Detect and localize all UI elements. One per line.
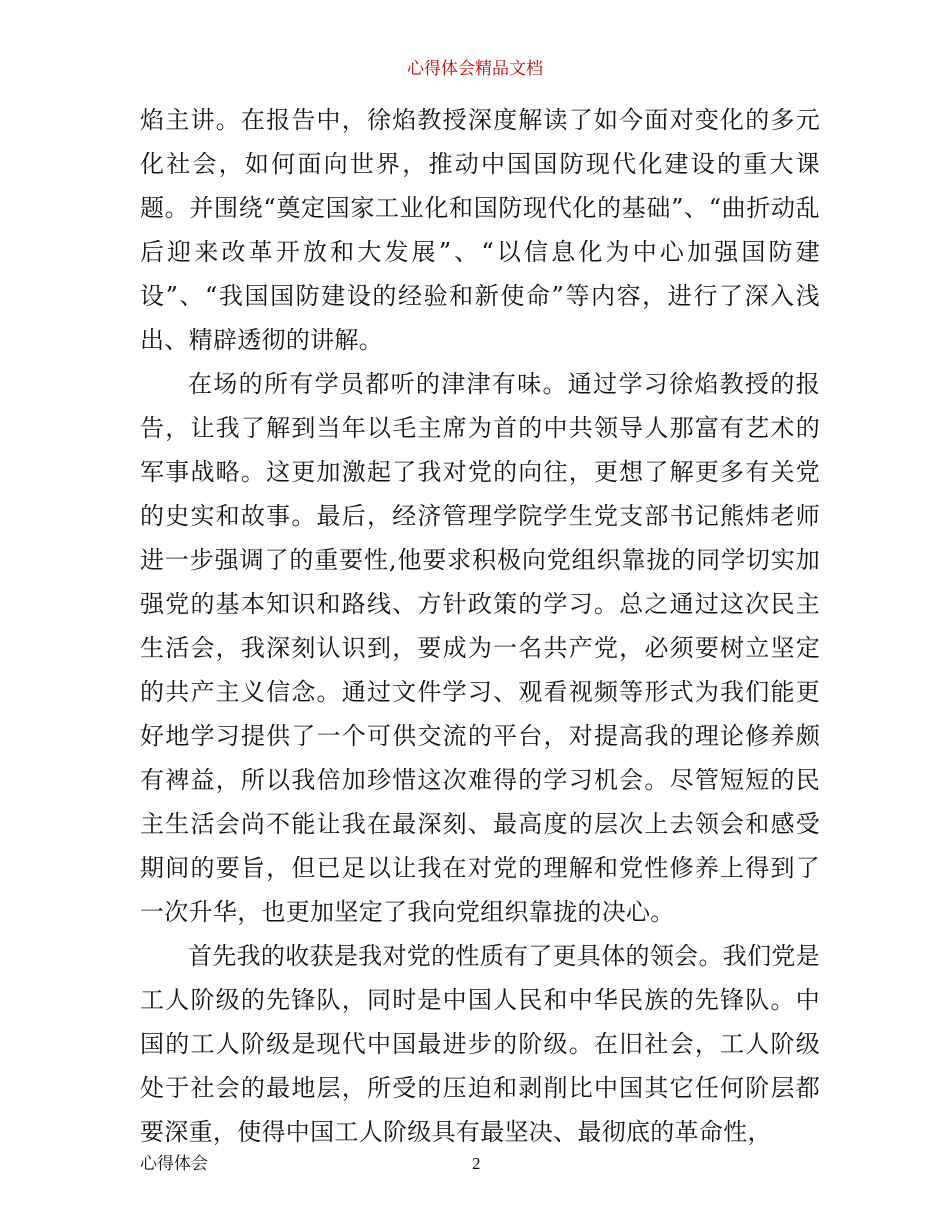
paragraph-1: 焰主讲。在报告中，徐焰教授深度解读了如今面对变化的多元化社会，如何面向世界，推动中国国防现代化建设的重大课题。并围绕“奠定国家工业化和国防现代化的基础”、“曲折动乱后迎来改革开放和大发展”、“以信息化为中心加强国防建设”、“我国国防建设的经验和新使命”等内容，进行了深入浅出、精辟透彻的讲解。 [140, 106, 820, 354]
paragraph-3: 首先我的收获是我对党的性质有了更具体的领会。我们党是工人阶级的先锋队，同时是中国人民和中华民族的先锋队。中国的工人阶级是现代中国最进步的阶级。在旧社会，工人阶级处于社会的最地层，所受的压迫和剥削比中国其它任何阶层都要深重，使得中国工人阶级具有最坚决、最彻底的革命性， [140, 942, 820, 1146]
footer-label: 心得体会 [140, 1154, 208, 1174]
page-header: 心得体会精品文档 [407, 59, 543, 79]
page-number: 2 [472, 1154, 481, 1173]
document-body [140, 98, 820, 1154]
page-footer [140, 1152, 820, 1176]
paragraph-2: 在场的所有学员都听的津津有味。通过学习徐焰教授的报告，让我了解到当年以毛主席为首的中共领导人那富有艺术的军事战略。这更加激起了我对党的向往，更想了解更多有关党的史实和故事。最后，经济管理学院学生党支部书记熊炜老师进一步强调了的重要性,他要求积极向党组织靠拢的同学切实加强党的基本知识和路线、方针政策的学习。总之通过这次民主生活会，我深刻认识到，要成为一名共产党，必须要树立坚定的共产主义信念。通过文件学习、观看视频等形式为我们能更好地学习提供了一个可供交流的平台，对提高我的理论修养颇有裨益，所以我倍加珍惜这次难得的学习机会。尽管短短的民主生活会尚不能让我在最深刻、最高度的层次上去领会和感受期间的要旨，但已足以让我在对党的理解和党性修养上得到了一次升华，也更加坚定了我向党组织靠拢的决心。 [140, 370, 820, 926]
